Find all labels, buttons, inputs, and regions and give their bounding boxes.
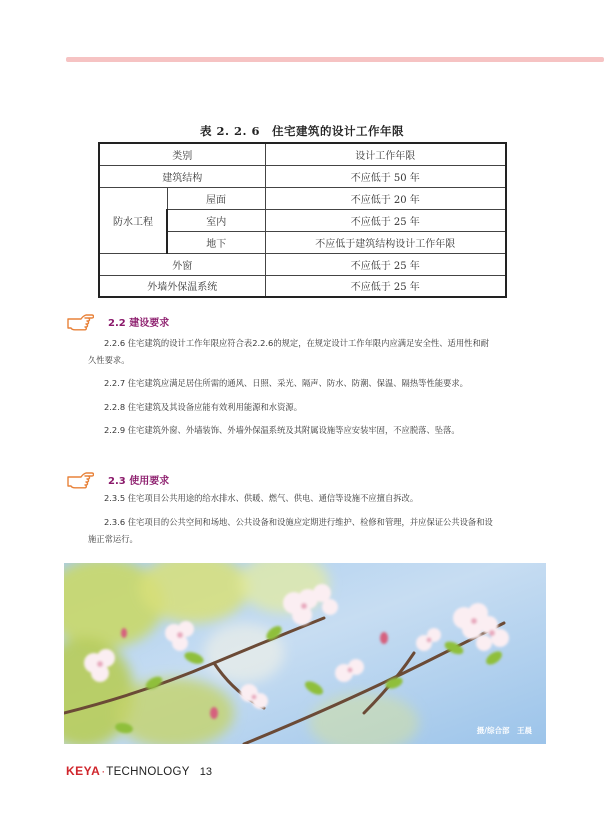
header-category: 类别 <box>99 143 265 165</box>
brand-name: KEYA <box>66 764 101 778</box>
blossom-photo <box>64 563 546 744</box>
page-footer <box>66 764 212 778</box>
paragraph: 2.2.7 住宅建筑应满足居住所需的通风、日照、采光、隔声、防水、防潮、保温、隔热等性能要求。 <box>104 378 468 388</box>
blossom-illustration <box>64 563 546 744</box>
row-value: 不应低于建筑结构设计工作年限 <box>265 231 506 253</box>
table-row <box>99 253 506 275</box>
page-number: 13 <box>199 766 213 778</box>
row-category: 建筑结构 <box>99 165 265 187</box>
row-value: 不应低于 25 年 <box>265 275 506 297</box>
brand-separator: · <box>101 764 106 778</box>
row-value: 不应低于 50 年 <box>265 165 506 187</box>
paragraph: 2.2.6 住宅建筑的设计工作年限应符合表2.2.6的规定，在规定设计工作年限内应满足安全性、适用性和耐久性要求。 <box>88 338 490 365</box>
section-title: 2.2 建设要求 <box>108 317 170 329</box>
pointing-hand-icon <box>66 310 94 332</box>
table-header-row <box>99 143 506 165</box>
row-group: 防水工程 <box>99 187 167 253</box>
table-title: 表 2. 2. 6 住宅建筑的设计工作年限 <box>199 124 405 138</box>
row-category: 外墙外保温系统 <box>99 275 265 297</box>
row-category: 外窗 <box>99 253 265 275</box>
row-value: 不应低于 20 年 <box>265 187 506 209</box>
row-value: 不应低于 25 年 <box>265 209 506 231</box>
table-row <box>99 165 506 187</box>
pointing-hand-icon <box>66 468 94 490</box>
row-sub: 地下 <box>167 231 265 253</box>
section-title: 2.3 使用要求 <box>108 475 170 487</box>
paragraph: 2.2.9 住宅建筑外窗、外墙装饰、外墙外保温系统及其附属设施等应安装牢固，不应脱落、坠落。 <box>104 425 460 435</box>
header-decor-bar <box>66 57 604 62</box>
photo-caption: 摄/综合部 王晨 <box>476 726 532 735</box>
brand-subtitle: TECHNOLOGY <box>106 766 190 778</box>
table-row <box>99 275 506 297</box>
design-life-table <box>98 142 507 298</box>
row-value: 不应低于 25 年 <box>265 253 506 275</box>
row-sub: 屋面 <box>167 187 265 209</box>
section-heading <box>66 309 169 333</box>
paragraph: 2.2.8 住宅建筑及其设备应能有效利用能源和水资源。 <box>104 402 302 412</box>
header-value: 设计工作年限 <box>265 143 506 165</box>
paragraph: 2.3.6 住宅项目的公共空间和场地、公共设备和设施应定期进行维护、检修和管理，并应保证公共设备和设施正常运行。 <box>88 517 493 544</box>
section-heading <box>66 467 169 491</box>
paragraph: 2.3.5 住宅项目公共用途的给水排水、供暖、燃气、供电、通信等设施不应擅自拆改。 <box>104 493 419 503</box>
row-sub: 室内 <box>167 209 265 231</box>
table-row <box>99 187 506 209</box>
